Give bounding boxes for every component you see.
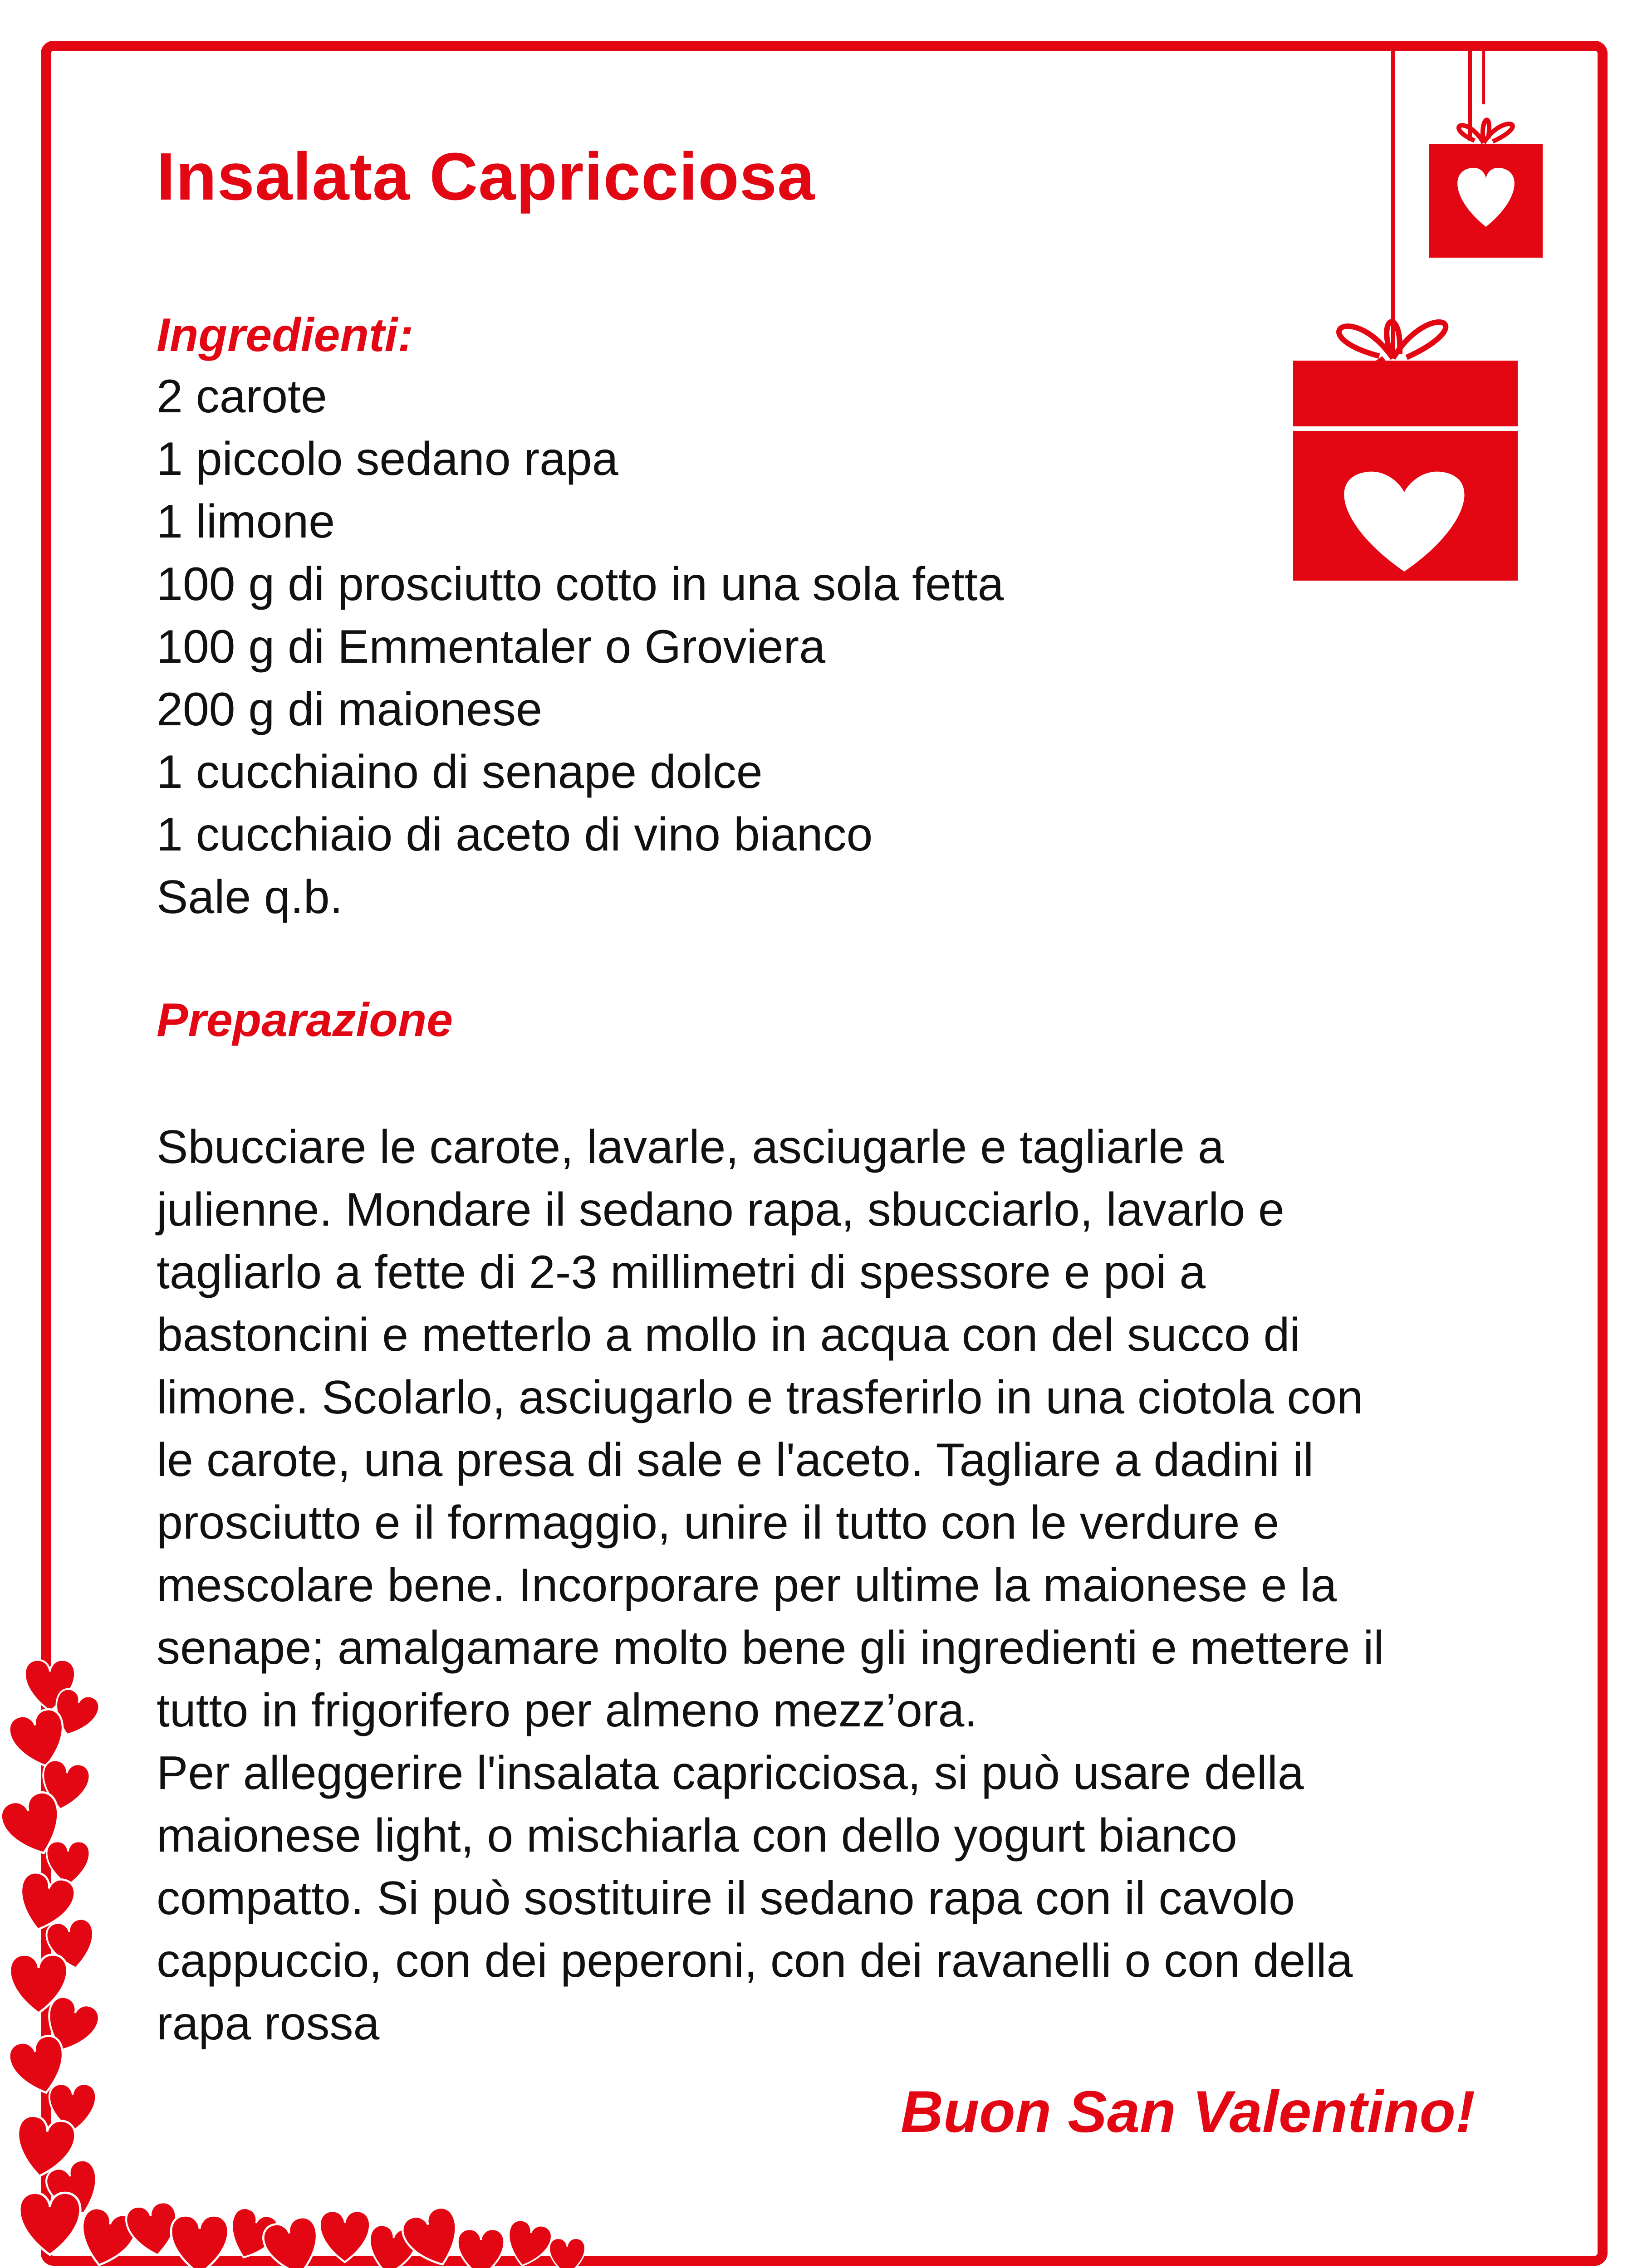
preparation-line: compatto. Si può sostituire il sedano rapa con il cavolo [157, 1872, 1295, 1925]
ingredient-item: 200 g di maionese [157, 683, 542, 736]
gift-box-large-icon [1284, 45, 1538, 590]
preparation-heading: Preparazione [157, 994, 453, 1046]
preparation-line: senape; amalgamare molto bene gli ingredienti e mettere il [157, 1622, 1384, 1674]
ingredient-item: 2 carote [157, 370, 327, 423]
preparation-text [157, 1116, 1518, 2055]
preparation-line: tagliarlo a fette di 2-3 millimetri di spessore e poi a [157, 1246, 1206, 1299]
preparation-line: Per alleggerire l'insalata capricciosa, si può usare della [157, 1747, 1304, 1799]
ingredients-list [157, 365, 1004, 929]
ingredient-item: 100 g di Emmentaler o Groviera [157, 621, 826, 673]
preparation-line: cappuccio, con dei peperoni, con dei ravanelli o con della [157, 1935, 1353, 1987]
preparation-line: rapa rossa [157, 1997, 380, 2050]
preparation-line: limone. Scolarlo, asciugarlo e trasferirlo in una ciotola con [157, 1371, 1363, 1424]
recipe-title: Insalata Capricciosa [157, 139, 815, 214]
preparation-line: tutto in frigorifero per almeno mezz’ora. [157, 1684, 978, 1737]
ingredient-item: 1 piccolo sedano rapa [157, 433, 618, 485]
preparation-line: prosciutto e il formaggio, unire il tutto con le verdure e [157, 1496, 1279, 1549]
ingredients-heading: Ingredienti: [157, 309, 414, 362]
preparation-line: le carote, una presa di sale e l'aceto. Tagliare a dadini il [157, 1434, 1314, 1486]
preparation-line: julienne. Mondare il sedano rapa, sbucciarlo, lavarlo e [157, 1183, 1284, 1236]
ingredient-item: 1 cucchiaino di senape dolce [157, 746, 763, 798]
closing-greeting: Buon San Valentino! [901, 2078, 1476, 2145]
ingredient-item: 100 g di prosciutto cotto in una sola fetta [157, 558, 1004, 611]
ingredient-item: Sale q.b. [157, 871, 343, 924]
preparation-line: mescolare bene. Incorporare per ultime la maionese e la [157, 1559, 1337, 1612]
preparation-line: bastoncini e metterlo a mollo in acqua con del succo di [157, 1309, 1300, 1361]
preparation-line: Sbucciare le carote, lavarle, asciugarle e tagliarle a [157, 1121, 1224, 1173]
ingredient-item: 1 limone [157, 495, 335, 548]
preparation-line: maionese light, o mischiarla con dello yogurt bianco [157, 1809, 1237, 1862]
ingredient-item: 1 cucchiaio di aceto di vino bianco [157, 808, 873, 861]
